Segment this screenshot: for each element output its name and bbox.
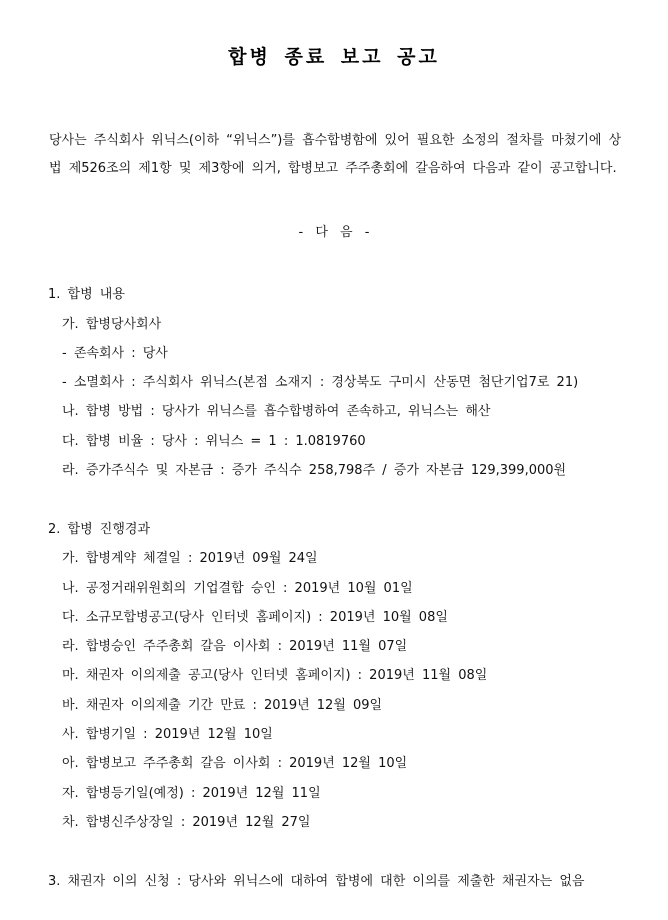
intro-paragraph [49, 127, 622, 183]
intro-line: 법 제526조의 제1항 및 제3항에 의거, 합병보고 주주총회에 갈음하여 다음과 같이 공고합니다. [49, 161, 617, 176]
section-heading-2: 2. 합병 진행경과 [48, 522, 151, 537]
list-item: 다. 합병 비율 : 당사 : 위닉스 = 1 : 1.0819760 [62, 434, 366, 449]
section-heading-1: 1. 합병 내용 [48, 287, 125, 302]
list-item: - 존속회사 : 당사 [62, 346, 168, 361]
list-item: 가. 합병당사회사 [62, 317, 162, 332]
intro-line: 당사는 주식회사 위닉스(이하 “위닉스”)를 흡수합병함에 있어 필요한 소정의 절차를 마쳤기에 상 [49, 133, 622, 148]
section-heading-3: 3. 채권자 이의 신청 : 당사와 위닉스에 대하여 합병에 대한 이의를 제출한 채권자는 없음 [48, 874, 585, 889]
list-item: 차. 합병신주상장일 : 2019년 12월 27일 [62, 815, 311, 830]
list-item: 아. 합병보고 주주총회 갈음 이사회 : 2019년 12월 10일 [62, 756, 408, 771]
list-item: 나. 합병 방법 : 당사가 위닉스를 흡수합병하여 존속하고, 위닉스는 해산 [62, 404, 491, 419]
list-item: 사. 합병기일 : 2019년 12월 10일 [62, 727, 273, 742]
list-item: 가. 합병계약 체결일 : 2019년 09월 24일 [62, 551, 318, 566]
list-item: 나. 공정거래위원회의 기업결합 승인 : 2019년 10월 01일 [62, 581, 413, 596]
list-item: - 소멸회사 : 주식회사 위닉스(본점 소재지 : 경상북도 구미시 산동면 첨단기업7로 21) [62, 375, 579, 390]
list-item: 마. 채권자 이의제출 공고(당사 인터넷 홈페이지) : 2019년 11월 08일 [62, 668, 488, 683]
list-item: 자. 합병등기일(예정) : 2019년 12월 11일 [62, 786, 321, 801]
list-item: 라. 합병승인 주주총회 갈음 이사회 : 2019년 11월 07일 [62, 639, 408, 654]
list-item: 다. 소규모합병공고(당사 인터넷 홈페이지) : 2019년 10월 08일 [62, 610, 448, 625]
document-title: 합병 종료 보고 공고 [228, 46, 440, 68]
list-item: 라. 증가주식수 및 자본금 : 증가 주식수 258,798주 / 증가 자본금 129,399,000원 [62, 463, 567, 478]
list-item: 바. 채권자 이의제출 기간 만료 : 2019년 12월 09일 [62, 698, 383, 713]
separator-heading: - 다 음 - [298, 225, 370, 240]
